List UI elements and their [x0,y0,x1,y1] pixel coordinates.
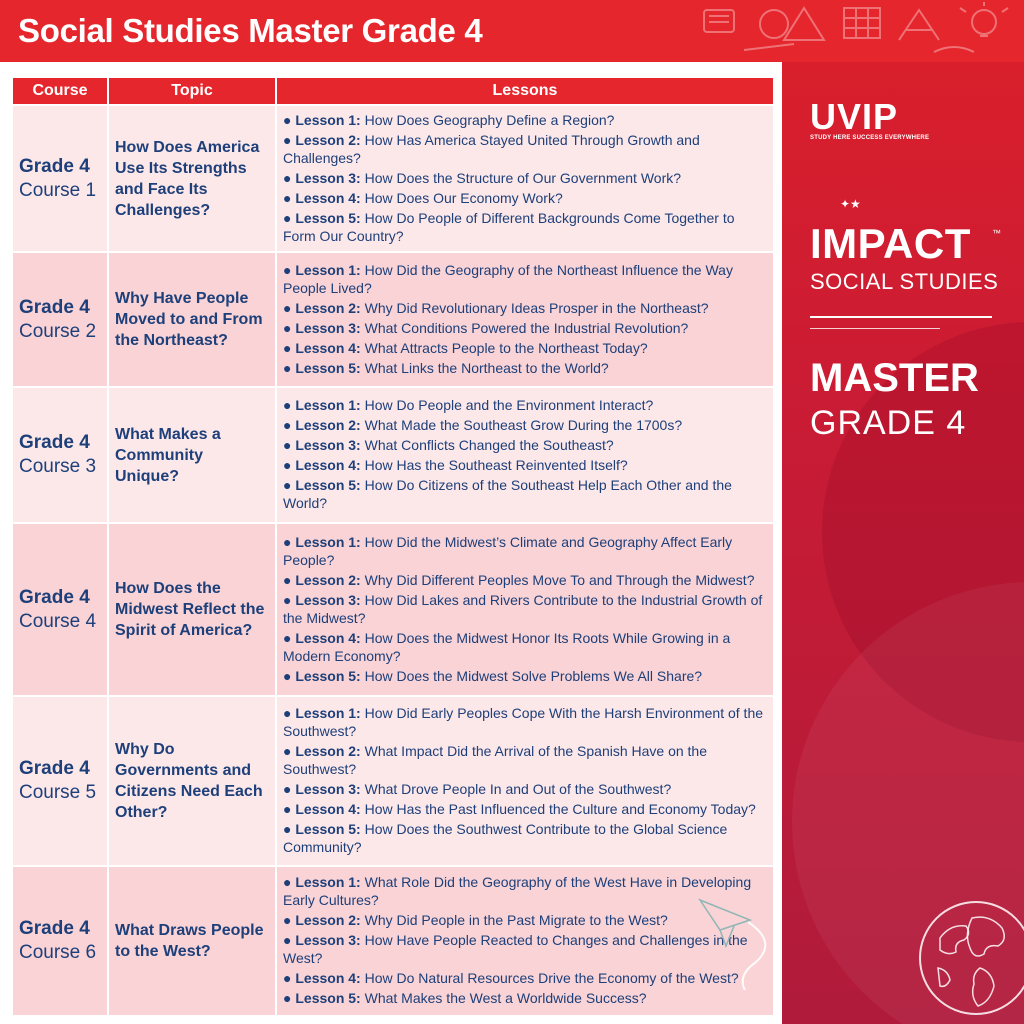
table-row [12,252,774,387]
lesson-title: How Does Our Economy Work? [364,189,563,206]
course-label: Course 2 [19,320,97,342]
bullet-icon: ● [283,299,292,316]
bullet-icon: ● [283,319,292,336]
lesson-title: What Made the Southeast Grow During the 1700s? [364,417,683,433]
grade-label: Grade 4 [19,918,90,939]
bullet-icon: ● [283,477,292,493]
topic-cell: How Does the Midwest Reflect the Spirit of America? [108,523,276,696]
table-row [12,105,774,252]
bullet-icon: ● [283,990,292,1006]
course-table [11,76,775,1017]
lesson-item [283,476,769,512]
lesson-number: Lesson 2: [295,299,361,316]
bullet-icon: ● [283,970,292,986]
lesson-title: How Does Geography Define a Region? [364,111,615,128]
lesson-number: Lesson 5: [295,359,361,376]
lesson-title: What Makes the West a Worldwide Success? [364,990,647,1006]
bullet-icon: ● [283,912,292,928]
grade-label: Grade 4 [19,758,90,779]
bullet-icon: ● [283,209,292,226]
course-cell [12,696,108,866]
lesson-number: Lesson 4: [295,189,361,206]
table-row [12,387,774,523]
lesson-title: Why Did Different Peoples Move To and Through the Midwest? [364,571,755,588]
lesson-number: Lesson 4: [295,801,361,817]
lesson-number: Lesson 3: [295,319,361,336]
lesson-number: Lesson 1: [295,261,361,278]
lesson-item [283,436,769,454]
column-header-course: Course [12,77,108,105]
lesson-item [283,780,769,798]
lesson-item [283,667,769,685]
lesson-title: Why Did Revolutionary Ideas Prosper in the Northeast? [364,299,709,316]
lesson-title: How Do Citizens of the Southeast Help Each Other and the World? [283,477,732,511]
impact-logo: IMPACT [810,220,971,267]
course-cell [12,523,108,696]
lesson-title: What Conflicts Changed the Southeast? [364,437,614,453]
lesson-title: How Did Early Peoples Cope With the Harsh Environment of the Southwest? [283,705,764,739]
lesson-number: Lesson 3: [295,591,361,608]
lesson-item [283,416,769,434]
lesson-item [283,189,769,207]
lesson-item [283,704,769,740]
header-banner [0,0,1024,62]
lesson-item [283,359,769,377]
lesson-number: Lesson 4: [295,970,361,986]
lessons-cell [276,696,774,866]
lesson-number: Lesson 1: [295,874,361,890]
divider [810,328,940,329]
lesson-number: Lesson 2: [295,131,361,148]
brand-panel [782,62,1024,1024]
bullet-icon: ● [283,667,292,684]
lesson-title: How Did Lakes and Rivers Contribute to the Industrial Growth of the Midwest? [283,591,763,626]
lesson-number: Lesson 1: [295,533,361,550]
bullet-icon: ● [283,932,292,948]
table-row [12,523,774,696]
bullet-icon: ● [283,781,292,797]
course-cell [12,252,108,387]
bullet-icon: ● [283,417,292,433]
lesson-item [283,989,769,1007]
lesson-number: Lesson 4: [295,457,361,473]
uvip-tagline: STUDY HERE SUCCESS EVERYWHERE [810,135,930,141]
bullet-icon: ● [283,821,292,837]
lesson-number: Lesson 5: [295,477,361,493]
table-header-row [12,77,774,105]
topic-cell: What Makes a Community Unique? [108,387,276,523]
lessons-cell [276,387,774,523]
lesson-number: Lesson 4: [295,339,361,356]
lesson-item [283,800,769,818]
lesson-item [283,571,769,589]
course-label: Course 4 [19,610,97,632]
lesson-number: Lesson 1: [295,705,361,721]
bullet-icon: ● [283,169,292,186]
lesson-number: Lesson 5: [295,667,361,684]
divider [810,316,992,318]
lessons-cell [276,105,774,252]
course-label: Course 5 [19,782,97,803]
stars-icon: ✦★ [840,197,861,211]
lesson-item [283,299,769,317]
course-cell [12,105,108,252]
lesson-title: How Do People of Different Backgrounds Come Together to Form Our Country? [283,209,735,244]
bullet-icon: ● [283,261,292,278]
bullet-icon: ● [283,743,292,759]
bullet-icon: ● [283,591,292,608]
lesson-title: What Conditions Powered the Industrial Revolution? [364,319,689,336]
grade-label: Grade 4 [19,296,90,318]
lesson-title: How Has the Past Influenced the Culture and Economy Today? [364,801,756,817]
lesson-title: How Did the Midwest’s Climate and Geography Affect Early People? [283,533,733,568]
bullet-icon: ● [283,571,292,588]
lesson-title: Why Did People in the Past Migrate to the West? [364,912,668,928]
bullet-icon: ● [283,397,292,413]
topic-cell: What Draws People to the West? [108,866,276,1016]
lesson-item [283,629,769,665]
lesson-number: Lesson 3: [295,437,361,453]
lesson-title: What Links the Northeast to the World? [364,359,609,376]
paper-plane-icon [690,880,800,990]
course-cell [12,866,108,1016]
lesson-title: How Does the Midwest Solve Problems We All Share? [364,667,703,684]
bullet-icon: ● [283,339,292,356]
lesson-item [283,456,769,474]
topic-cell: Why Do Governments and Citizens Need Each Other? [108,696,276,866]
lessons-cell [276,523,774,696]
lesson-number: Lesson 5: [295,990,361,1006]
bullet-icon: ● [283,189,292,206]
column-header-lessons: Lessons [276,77,774,105]
lesson-number: Lesson 4: [295,629,361,646]
bullet-icon: ● [283,457,292,473]
lesson-item [283,396,769,414]
lesson-item [283,209,769,245]
lesson-title: How Does the Midwest Honor Its Roots While Growing in a Modern Economy? [283,629,731,664]
lesson-title: What Attracts People to the Northeast Today? [364,339,648,356]
lesson-item [283,591,769,627]
bullet-icon: ● [283,705,292,721]
lesson-item [283,111,769,129]
lesson-number: Lesson 2: [295,743,361,759]
grade-label: Grade 4 [19,432,90,453]
table-row [12,696,774,866]
lesson-title: How Does the Southwest Contribute to the Global Science Community? [283,821,728,855]
lesson-number: Lesson 3: [295,781,361,797]
lesson-number: Lesson 5: [295,209,361,226]
bullet-icon: ● [283,874,292,890]
bullet-icon: ● [283,437,292,453]
topic-cell: How Does America Use Its Strengths and Face Its Challenges? [108,105,276,252]
lesson-number: Lesson 1: [295,111,361,128]
lesson-number: Lesson 5: [295,821,361,837]
column-header-topic: Topic [108,77,276,105]
lesson-item [283,820,769,856]
lesson-number: Lesson 2: [295,912,361,928]
lesson-title: How Do People and the Environment Interact? [364,397,654,413]
globe-icon [910,898,1024,1018]
lesson-number: Lesson 1: [295,397,361,413]
lesson-number: Lesson 2: [295,571,361,588]
page-title: Social Studies Master Grade 4 [18,12,483,49]
lesson-title: How Have People Reacted to Changes and Challenges in the West? [283,932,748,966]
lesson-item [283,339,769,357]
lesson-item [283,319,769,337]
product-subtitle: SOCIAL STUDIES [810,269,999,294]
grade-label: Grade 4 [19,586,90,608]
course-label: Course 1 [19,179,97,201]
lesson-number: Lesson 2: [295,417,361,433]
trademark-mark: ™ [992,228,1001,238]
bullet-icon: ● [283,111,292,128]
bullet-icon: ● [283,629,292,646]
table-row [12,866,774,1016]
lesson-title: How Has America Stayed United Through Growth and Challenges? [283,131,700,166]
course-label: Course 3 [19,456,97,477]
lesson-title: How Has the Southeast Reinvented Itself? [364,457,628,473]
lesson-number: Lesson 3: [295,932,361,948]
level-label: MASTER [810,356,979,400]
lesson-title: How Do Natural Resources Drive the Economy of the West? [364,970,739,986]
grade-label-side: GRADE 4 [810,404,967,442]
lesson-item [283,742,769,778]
lesson-title: What Impact Did the Arrival of the Spanish Have on the Southwest? [283,743,708,777]
course-label: Course 6 [19,942,97,963]
lesson-item [283,131,769,167]
topic-cell: Why Have People Moved to and From the Northeast? [108,252,276,387]
course-cell [12,387,108,523]
lesson-title: What Role Did the Geography of the West Have in Developing Early Cultures? [283,874,752,908]
lesson-title: How Does the Structure of Our Government Work? [364,169,682,186]
lesson-item [283,169,769,187]
bullet-icon: ● [283,801,292,817]
bullet-icon: ● [283,131,292,148]
bullet-icon: ● [283,359,292,376]
lesson-number: Lesson 3: [295,169,361,186]
lessons-cell [276,252,774,387]
lesson-item [283,533,769,569]
uvip-logo: UVIP [810,96,899,137]
bullet-icon: ● [283,533,292,550]
school-doodles-icon [684,0,1024,62]
grade-label: Grade 4 [19,155,90,177]
lesson-title: How Did the Geography of the Northeast Influence the Way People Lived? [283,261,733,296]
lesson-item [283,261,769,297]
lesson-title: What Drove People In and Out of the Southwest? [364,781,672,797]
